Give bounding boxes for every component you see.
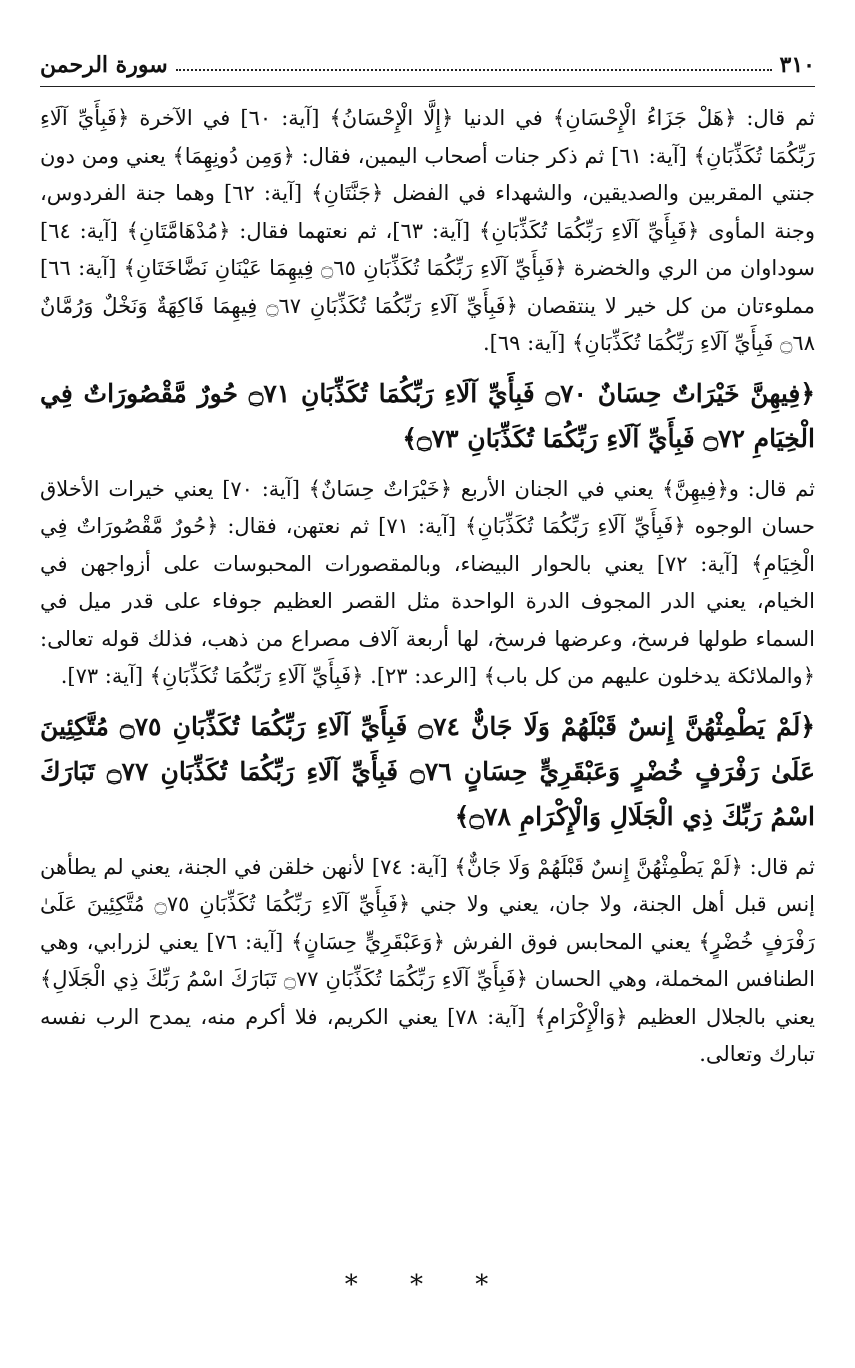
commentary-paragraph: ثم قال: و﴿فِيهِنَّ﴾ يعني في الجنان الأربع ﴿خَيْرَاتٌ حِسَانٌ﴾ [آية: ٧٠] يعني خيرات الأخلاق حسان الوجوه ﴿فَبِأَيِّ آلَاءِ رَبِّكُمَا تُكَذِّبَانِ﴾ [آية: ٧١] ثم نعتهن، فقال: ﴿حُورٌ مَّقْصُورَاتٌ فِي الْخِيَامِ﴾ [آية: ٧٢] يعني بالحوار البيضاء، وبالمقصورات المحبوسات على أزواجهن في الخيام، يعني الدر المجوف الدرة الواحدة مثل القصر العظيم جوفاء على قدر ميل في السماء طولها فرسخ، وعرضها فرسخ، لها أربعة آلاف مصراع من ذهب، فذلك قوله تعالى: ﴿والملائكة يدخلون عليهم من كل باب﴾ [الرعد: ٢٣]. ﴿فَبِأَيِّ آلَاءِ رَبِّكُمَا تُكَذِّبَانِ﴾ [آية: ٧٣]. bbox=[40, 476, 816, 688]
surah-title: سورة الرحمن bbox=[40, 52, 168, 78]
page-header bbox=[40, 48, 815, 82]
dotted-leader bbox=[176, 69, 772, 71]
header-rule bbox=[40, 86, 815, 87]
page-body bbox=[40, 100, 815, 1082]
quran-verses-block: ﴿لَمْ يَطْمِثْهُنَّ إِنسٌ قَبْلَهُمْ وَلَا جَانٌّ ۝٧٤ فَبِأَيِّ آلَاءِ رَبِّكُمَا تُكَذِّبَانِ ۝٧٥ مُتَّكِئِينَ عَلَىٰ رَفْرَفٍ خُضْرٍ وَعَبْقَرِيٍّ حِسَانٍ ۝٧٦ فَبِأَيِّ آلَاءِ رَبِّكُمَا تُكَذِّبَانِ ۝٧٧ تَبَارَكَ اسْمُ رَبِّكَ ذِي الْجَلَالِ وَالْإِكْرَامِ ۝٧٨﴾ bbox=[40, 711, 815, 831]
commentary-paragraph: ثم قال: ﴿لَمْ يَطْمِثْهُنَّ إِنسٌ قَبْلَهُمْ وَلَا جَانٌّ﴾ [آية: ٧٤] لأنهن خلقن في الجنة، يعني لم يطأهن إنس قبل أهل الجنة، ولا جان، يعني ولا جني ﴿فَبِأَيِّ آلَاءِ رَبِّكُمَا تُكَذِّبَانِ ۝٧٥ مُتَّكِئِينَ عَلَىٰ رَفْرَفٍ خُضْرٍ﴾ يعني المحابس فوق الفرش ﴿وَعَبْقَرِيٍّ حِسَانٍ﴾ [آية: ٧٦] يعني لزرابي، وهي الطنافس المخملة، وهي الحسان ﴿فَبِأَيِّ آلَاءِ رَبِّكُمَا تُكَذِّبَانِ ۝٧٧ تَبَارَكَ اسْمُ رَبِّكَ ذِي الْجَلَالِ﴾ يعني بالجلال العظيم ﴿وَالْإِكْرَامِ﴾ [آية: ٧٨] يعني الكريم، فلا أكرم منه، يمدح الرب نفسه تبارك وتعالى. bbox=[40, 854, 816, 1066]
page-number: ٣١٠ bbox=[779, 52, 815, 78]
section-end-mark: * * * bbox=[344, 1270, 511, 1300]
quran-verses-block: ﴿فِيهِنَّ خَيْرَاتٌ حِسَانٌ ۝٧٠ فَبِأَيِّ آلَاءِ رَبِّكُمَا تُكَذِّبَانِ ۝٧١ حُورٌ مَّقْصُورَاتٌ فِي الْخِيَامِ ۝٧٢ فَبِأَيِّ آلَاءِ رَبِّكُمَا تُكَذِّبَانِ ۝٧٣﴾ bbox=[40, 378, 815, 453]
commentary-paragraph: ثم قال: ﴿هَلْ جَزَاءُ الْإِحْسَانِ﴾ في الدنيا ﴿إِلَّا الْإِحْسَانُ﴾ [آية: ٦٠] في الآخرة ﴿فَبِأَيِّ آلَاءِ رَبِّكُمَا تُكَذِّبَانِ﴾ [آية: ٦١] ثم ذكر جنات أصحاب اليمين، فقال: ﴿وَمِن دُونِهِمَا﴾ يعني ومن دون جنتي المقربين والصديقين، والشهداء في الفضل ﴿جَنَّتَانِ﴾ [آية: ٦٢] وهما جنة الفردوس، وجنة المأوى ﴿فَبِأَيِّ آلَاءِ رَبِّكُمَا تُكَذِّبَانِ﴾ [آية: ٦٣]، ثم نعتهما فقال: ﴿مُدْهَامَّتَانِ﴾ [آية: ٦٤] سوداوان من الري والخضرة ﴿فَبِأَيِّ آلَاءِ رَبِّكُمَا تُكَذِّبَانِ ۝٦٥ فِيهِمَا عَيْنَانِ نَضَّاخَتَانِ﴾ [آية: ٦٦] مملوءتان من كل خير لا ينتقصان ﴿فَبِأَيِّ آلَاءِ رَبِّكُمَا تُكَذِّبَانِ ۝٦٧ فِيهِمَا فَاكِهَةٌ وَنَخْلٌ وَرُمَّانٌ ۝٦٨ فَبِأَيِّ آلَاءِ رَبِّكُمَا تُكَذِّبَانِ﴾ [آية: ٦٩]. bbox=[40, 106, 816, 355]
